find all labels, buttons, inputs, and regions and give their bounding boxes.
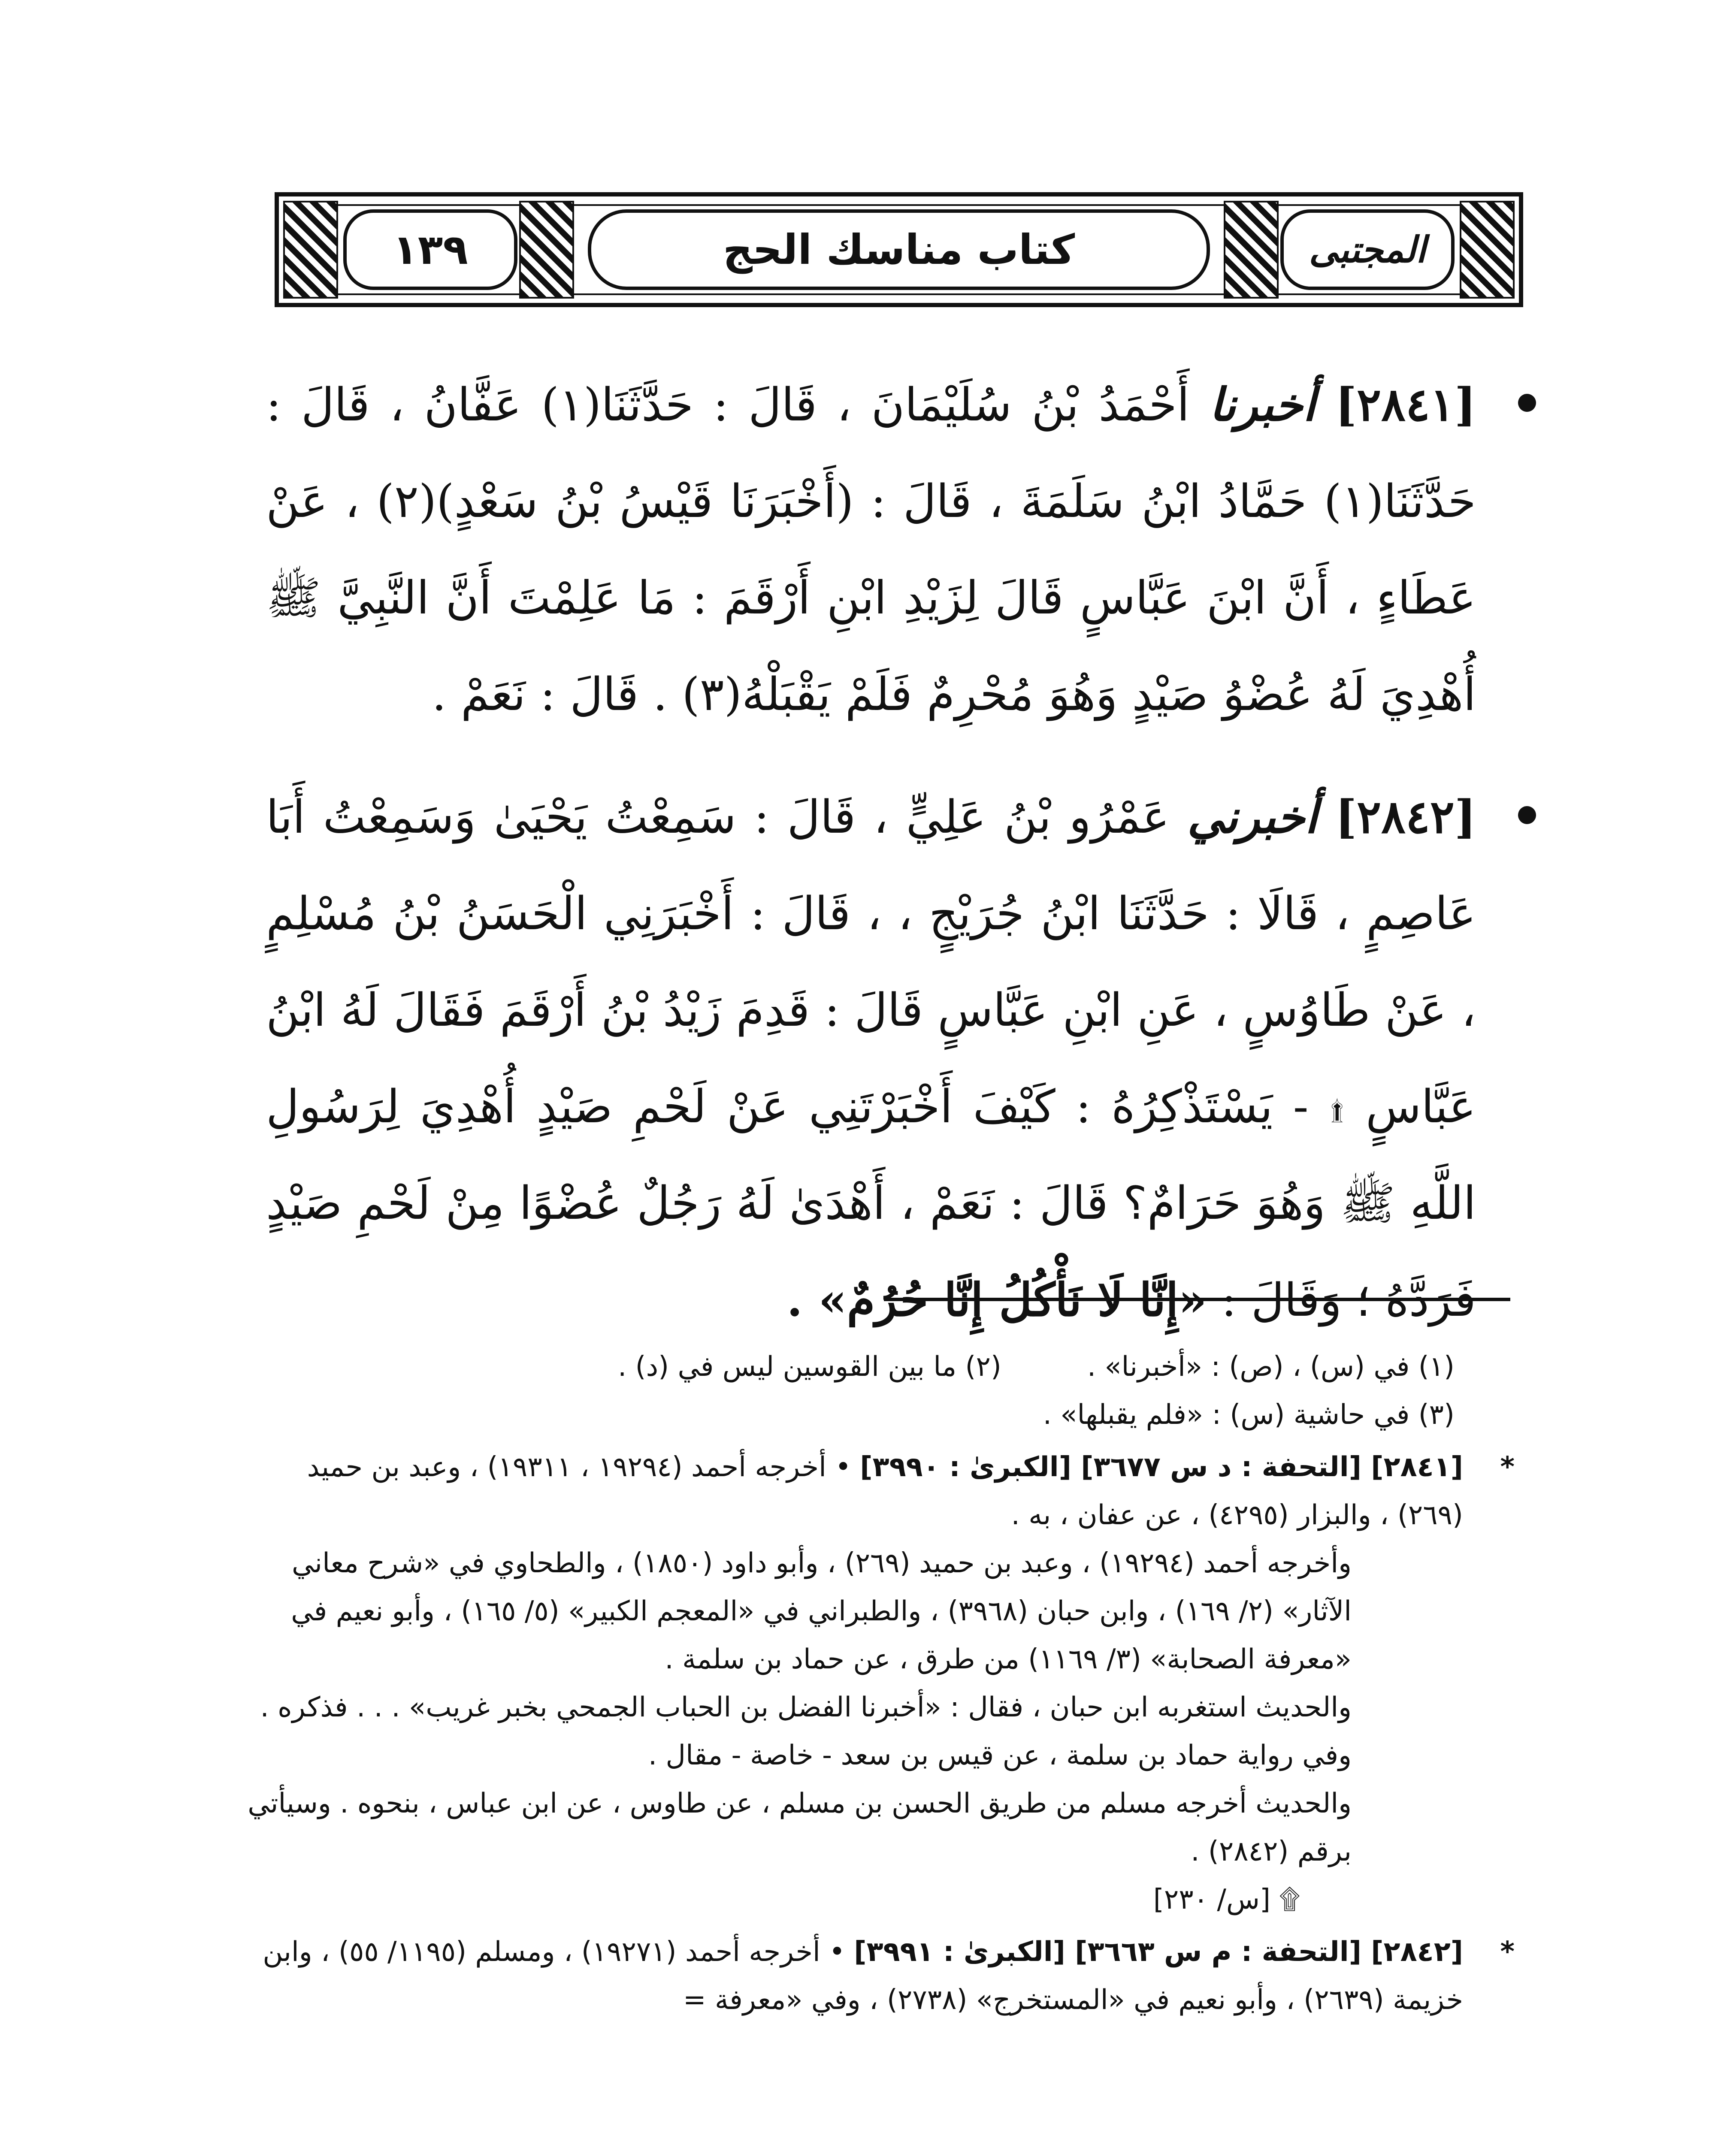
footnote-1: (١) في (س) ، (ص) : «أخبرنا» . — [1087, 1351, 1455, 1383]
bullet-icon — [1518, 806, 1536, 824]
footnote-2: (٢) ما بين القوسين ليس في (د) . — [617, 1351, 1001, 1383]
takhrij-line: وأخرجه أحمد (١٩٢٩٤) ، وعبد بن حميد (٢٦٩) ، وأبو داود (١٨٥٠) ، والطحاوي في «شرح معاني الآثار» (٢/ ١٦٩) ، وابن حبان (٣٩٦٨) ، والطبراني في «المعجم الكبير» (٥/ ١٦٥) ، وأبو نعيم في «معرفة الصحابة» (٣/ ١١٦٩) من طرق ، عن حماد بن سلمة . — [291, 1547, 1352, 1675]
hadith-number: [٢٨٤١] — [1335, 378, 1476, 431]
page-number: ١٣٩ — [393, 226, 468, 274]
takhrij-line: • أخرجه أحمد (١٩٢٩٤ ، ١٩٣١١) ، وعبد بن حميد (٢٦٩) ، والبزار (٤٢٩٥) ، عن عفان ، به . — [307, 1451, 1463, 1531]
book-logo-text: المجتبى — [1309, 229, 1426, 271]
ornament-icon — [1460, 201, 1515, 299]
takhrij-2842 — [240, 1928, 1523, 2024]
hadith-opening: أخبرنا — [1209, 378, 1316, 431]
hadith-2841 — [266, 356, 1532, 743]
ornament-icon — [283, 201, 338, 299]
takhrij-2841 — [240, 1443, 1523, 1924]
ornament-icon — [519, 201, 574, 299]
footnotes-section — [240, 1343, 1523, 2024]
hadith-number: [٢٨٤٢] — [1335, 790, 1476, 843]
main-text — [266, 356, 1532, 1374]
prophetic-quote: «إِنَّا لَا نَأْكُلُ إِنَّا حُرُمٌ» . — [786, 1273, 1207, 1326]
page-reference: ۩ [س/ ٢٣٠] — [1153, 1884, 1300, 1915]
takhrij-head: [٢٨٤١] [التحفة : د س ٣٦٧٧] [الكبرىٰ : ٣٩٩٠] — [860, 1451, 1463, 1483]
page-number-cartouche — [343, 209, 517, 290]
page-header — [275, 192, 1523, 307]
book-logo — [1280, 209, 1455, 290]
footnote-separator — [884, 1298, 1510, 1301]
hadith-opening: أخبرني — [1187, 790, 1318, 843]
takhrij-line: والحديث أخرجه مسلم من طريق الحسن بن مسلم ، عن طاوس ، عن ابن عباس ، بنحوه . وسيأتي برقم (٢٨٤٢) . — [248, 1788, 1352, 1867]
bullet-icon — [1518, 394, 1536, 412]
takhrij-line: والحديث استغربه ابن حبان ، فقال : «أخبرنا الفضل بن الحباب الجمحي بخبر غريب» . . . فذكره . — [260, 1692, 1352, 1723]
chapter-title-cartouche — [588, 209, 1210, 290]
chapter-title: كتاب مناسك الحج — [723, 226, 1075, 274]
asterisk-icon: * — [1500, 1936, 1515, 1968]
takhrij-line: وفي رواية حماد بن سلمة ، عن قيس بن سعد - خاصة - مقال . — [648, 1740, 1352, 1771]
footnote-3: (٣) في حاشية (س) : «فلم يقبلها» . — [1043, 1399, 1455, 1431]
footnote-row — [240, 1343, 1523, 1391]
hadith-text: أَحْمَدُ بْنُ سُلَيْمَانَ ، قَالَ : حَدَّثَنَا(١) عَفَّانُ ، قَالَ : حَدَّثَنَا(١) حَمَّادُ ابْنُ سَلَمَةَ ، قَالَ : (أَخْبَرَنَا قَيْسُ بْنُ سَعْدٍ)(٢) ، عَنْ عَطَاءٍ ، أَنَّ ابْنَ عَبَّاسٍ قَالَ لِزَيْدِ ابْنِ أَرْقَمَ : مَا عَلِمْتَ أَنَّ النَّبِيَّ ﷺ أُهْدِيَ لَهُ عُضْوُ صَيْدٍ وَهُوَ مُحْرِمٌ فَلَمْ يَقْبَلْهُ(٣) . قَالَ : نَعَمْ . — [266, 378, 1476, 721]
takhrij-line: • أخرجه أحمد (١٩٢٧١) ، ومسلم (١١٩٥/ ٥٥) ، وابن خزيمة (٢٦٣٩) ، وأبو نعيم في «المستخرج» (٢٧٣٨) ، وفي «معرفة = — [263, 1936, 1463, 2016]
hadith-2842 — [266, 768, 1532, 1348]
hadith-text: عَمْرُو بْنُ عَلِيٍّ ، قَالَ : سَمِعْتُ يَحْيَىٰ وَسَمِعْتُ أَبَا عَاصِمٍ ، قَالَا : حَدَّثَنَا ابْنُ جُرَيْجٍ ، ، قَالَ : أَخْبَرَنِي الْحَسَنُ بْنُ مُسْلِمٍ ، عَنْ طَاوُسٍ ، عَنِ ابْنِ عَبَّاسٍ قَالَ : قَدِمَ زَيْدُ بْنُ أَرْقَمَ فَقَالَ لَهُ ابْنُ عَبَّاسٍ ۩ - يَسْتَذْكِرُهُ : كَيْفَ أَخْبَرْتَنِي عَنْ لَحْمِ صَيْدٍ أُهْدِيَ لِرَسُولِ اللَّهِ ﷺ وَهُوَ حَرَامٌ؟ قَالَ : نَعَمْ ، أَهْدَىٰ لَهُ رَجُلٌ عُضْوًا مِنْ لَحْمِ صَيْدٍ فَرَدَّهُ ؛ وَقَالَ : — [266, 791, 1476, 1326]
takhrij-head: [٢٨٤٢] [التحفة : م س ٣٦٦٣] [الكبرىٰ : ٣٩٩١] — [854, 1936, 1463, 1968]
asterisk-icon: * — [1500, 1451, 1515, 1483]
ornament-icon — [1224, 201, 1279, 299]
